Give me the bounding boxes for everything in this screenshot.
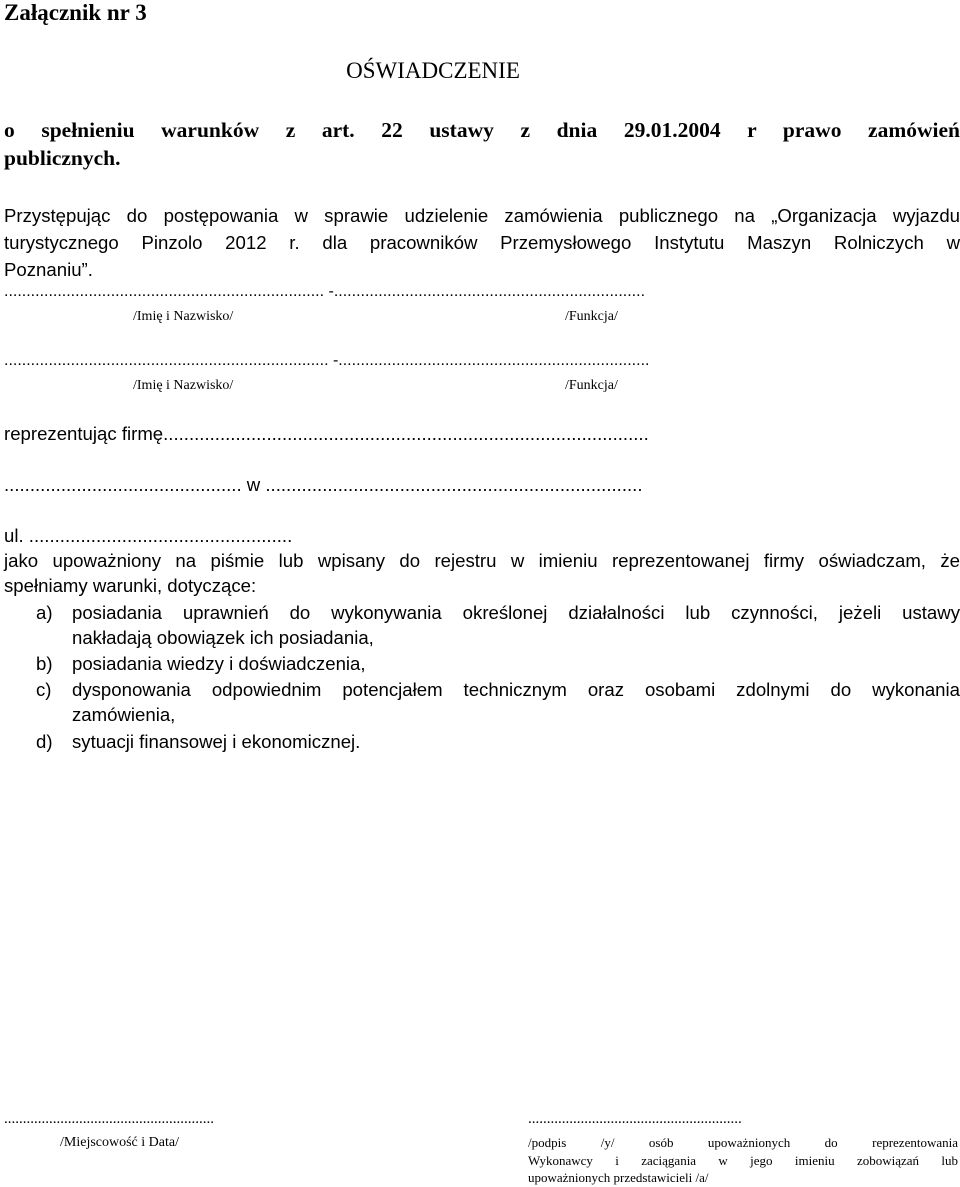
street-line: ul. ................................................... [4, 525, 293, 546]
signature-dotted-line: ......................................................... [528, 1111, 742, 1127]
signature-caption-line-3: upoważnionych przedstawicieli /a/ [528, 1170, 709, 1185]
signatory-2-function-label: /Funkcja/ [565, 378, 618, 393]
statement-line-1: jako upoważniony na piśmie lub wpisany do rejestru w imieniu reprezentowanej firmy oświadczam, że [4, 550, 960, 571]
signatory-1-name-label: /Imię i Nazwisko/ [133, 309, 234, 324]
condition-d-letter: d) [36, 731, 53, 752]
condition-d-text: sytuacji finansowej i ekonomicznej. [72, 731, 361, 752]
condition-a-text-line-1: posiadania uprawnień do wykonywania określonej działalności lub czynności, jeżeli ustawy [72, 602, 960, 623]
firm-location-line: .............................................. w ......................................................................... [4, 474, 643, 495]
subtitle-line-1: o spełnieniu warunków z art. 22 ustawy z dnia 29.01.2004 r prawo zamówień [4, 118, 960, 142]
intro-line-2: turystycznego Pinzolo 2012 r. dla pracowników Przemysłowego Instytutu Maszyn Rolniczych w [4, 232, 960, 253]
intro-line-3: Poznaniu”. [4, 259, 93, 280]
signatory-2-dotted-line: ......................................................................... -...................................................................... [4, 352, 650, 369]
document-title: OŚWIADCZENIE [346, 58, 520, 83]
subtitle-line-2: publicznych. [4, 146, 121, 170]
place-date-dotted-line: ........................................................ [4, 1111, 214, 1127]
condition-b-text: posiadania wiedzy i doświadczenia, [72, 653, 366, 674]
signatory-1-dotted-line: ........................................................................ -...................................................................... [4, 283, 646, 300]
signatory-1-function-label: /Funkcja/ [565, 309, 618, 324]
condition-c-letter: c) [36, 679, 52, 700]
condition-a-letter: a) [36, 602, 53, 623]
condition-c-text-line-1: dysponowania odpowiednim potencjałem technicznym oraz osobami zdolnymi do wykonania [72, 679, 960, 700]
intro-line-1: Przystępując do postępowania w sprawie udzielenie zamówienia publicznego na „Organizacja wyjazdu [4, 205, 960, 226]
annex-title: Załącznik nr 3 [4, 0, 147, 25]
statement-line-2: spełniamy warunki, dotyczące: [4, 575, 257, 596]
place-date-label: /Miejscowość i Data/ [60, 1135, 179, 1150]
condition-b-letter: b) [36, 653, 53, 674]
condition-c-text-line-2: zamówienia, [72, 704, 176, 725]
signature-caption-line-2: Wykonawcy i zaciągania w jego imieniu zobowiązań lub [528, 1153, 958, 1168]
signature-caption-line-1: /podpis /y/ osób upoważnionych do reprezentowania [528, 1135, 958, 1150]
signatory-2-name-label: /Imię i Nazwisko/ [133, 378, 234, 393]
condition-a-text-line-2: nakładają obowiązek ich posiadania, [72, 627, 374, 648]
firm-line: reprezentując firmę.............................................................................................. [4, 423, 649, 444]
